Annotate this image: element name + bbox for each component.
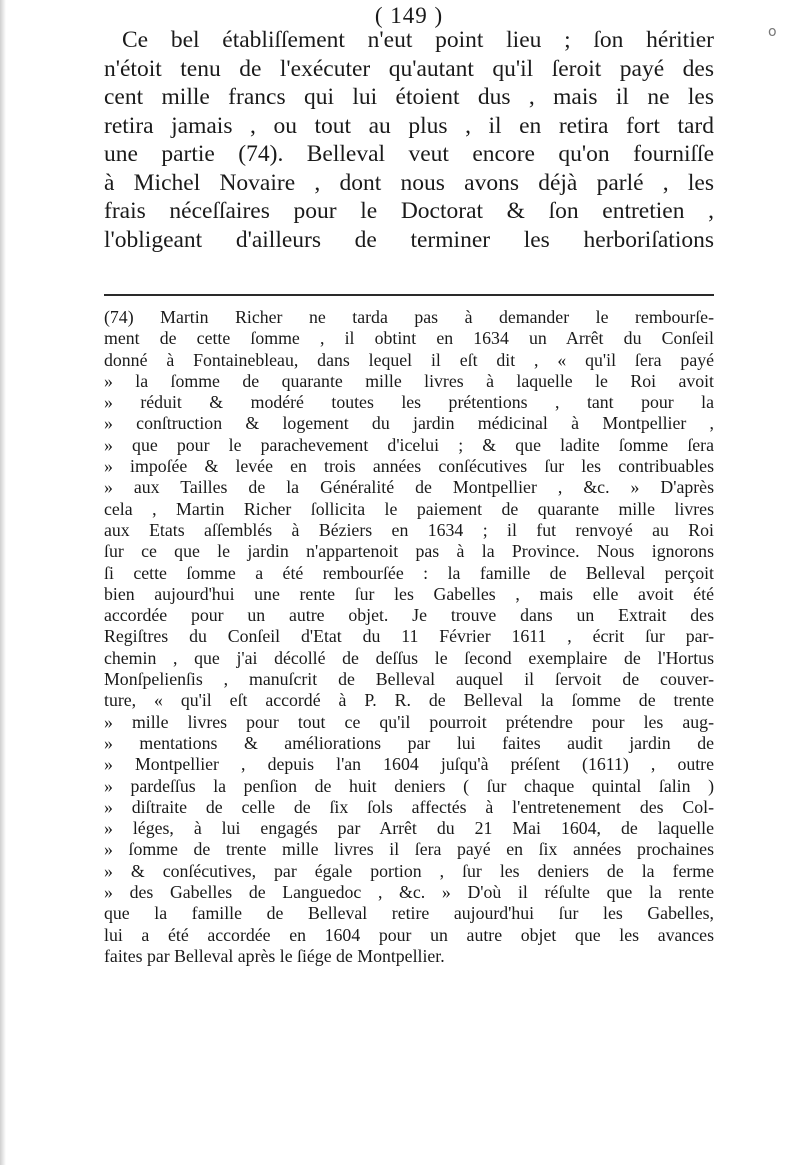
footnote-line: que la famille de Belleval retire aujourd'hui ſur les Gabelles, xyxy=(104,903,714,924)
body-line: l'obligeant d'ailleurs de terminer les herboriſations xyxy=(104,226,714,253)
body-line: une partie (74). Belleval veut encore qu'on fourniſſe xyxy=(104,141,714,167)
margin-mark: o xyxy=(768,24,777,40)
footnote-line: » réduit & modéré toutes les prétentions , tant pour la xyxy=(104,392,714,413)
footnote-line: » mentations & améliorations par lui faites audit jardin de xyxy=(104,732,714,753)
footnote-line: ture, « qu'il eſt accordé à P. R. de Belleval la ſomme de trente xyxy=(104,690,714,711)
footnote-line: » mille livres pour tout ce qu'il pourroit prétendre pour les aug- xyxy=(104,711,714,732)
body-line: n'étoit tenu de l'exécuter qu'autant qu'il ſeroit payé des xyxy=(104,55,714,82)
footnote-line: » ſomme de trente mille livres il ſera payé en ſix années prochaines xyxy=(104,839,714,860)
footnote-line: chemin , que j'ai décollé de deſſus le ſecond exemplaire de l'Hortus xyxy=(104,647,714,668)
footnote-line: » pardeſſus la penſion de huit deniers ( ſur chaque quintal ſalin ) xyxy=(104,775,714,796)
footnote-line: donné à Fontainebleau, dans lequel il eſt dit , « qu'il ſera payé xyxy=(104,349,714,370)
page-number: ( 149 ) xyxy=(374,3,444,28)
body-line: à Michel Novaire , dont nous avons déjà parlé , les xyxy=(104,169,714,196)
footnote-line: aux Etats aſſemblés à Béziers en 1634 ; il fut renvoyé au Roi xyxy=(104,519,714,540)
footnote-line: Monſpelienſis , manuſcrit de Belleval auquel il ſervoit de couver- xyxy=(104,669,714,690)
body-line: frais néceſſaires pour le Doctorat & ſon entretien , xyxy=(104,198,714,224)
body-paragraph xyxy=(104,26,714,254)
body-line: cent mille francs qui lui étoient dus , mais il ne les xyxy=(104,84,714,110)
footnote-line: lui a été accordée en 1604 pour un autre objet que les avances xyxy=(104,924,714,945)
footnote-line: » & conſécutives, par égale portion , ſur les deniers de la ferme xyxy=(104,860,714,881)
footnote-line: bien aujourd'hui une rente ſur les Gabelles , mais elle avoit été xyxy=(104,583,714,604)
body-line: Ce bel établiſſement n'eut point lieu ; ſon héritier xyxy=(122,27,714,53)
footnote-line: ment de cette ſomme , il obtint en 1634 un Arrêt du Conſeil xyxy=(104,328,714,349)
footnote-line: » conſtruction & logement du jardin médicinal à Montpellier , xyxy=(104,413,714,434)
page-edge-shadow xyxy=(0,0,6,1165)
footnote-line: faites par Belleval après le ſiége de Montpellier. xyxy=(104,945,445,966)
footnote xyxy=(104,307,714,967)
footnote-line: » Montpellier , depuis l'an 1604 juſqu'à préſent (1611) , outre xyxy=(104,754,714,775)
footnote-line: » impoſée & levée en trois années conſécutives ſur les contribuables xyxy=(104,456,714,477)
footnote-line: Regiſtres du Conſeil d'Etat du 11 Février 1611 , écrit ſur par- xyxy=(104,626,714,647)
footnote-divider xyxy=(104,294,714,296)
footnote-line: » la ſomme de quarante mille livres à laquelle le Roi avoit xyxy=(104,370,714,391)
footnote-line: » des Gabelles de Languedoc , &c. » D'où il réſulte que la rente xyxy=(104,882,714,903)
footnote-line: » diſtraite de celle de ſix ſols affectés à l'entretenement des Col- xyxy=(104,796,714,817)
footnote-line: » aux Tailles de la Généralité de Montpellier , &c. » D'après xyxy=(104,477,714,498)
footnote-line: (74) Martin Richer ne tarda pas à demander le rembourſe- xyxy=(104,307,714,327)
footnote-line: ſur ce que le jardin n'appartenoit pas à la Province. Nous ignorons xyxy=(104,541,714,562)
footnote-line: ſi cette ſomme a été rembourſée : la famille de Belleval perçoit xyxy=(104,562,714,583)
footnote-line: accordée pour un autre objet. Je trouve dans un Extrait des xyxy=(104,605,714,626)
footnote-line: » que pour le parachevement d'icelui ; & que ladite ſomme ſera xyxy=(104,434,714,455)
footnote-line: cela , Martin Richer ſollicita le paiement de quarante mille livres xyxy=(104,498,714,519)
footnote-line: » léges, à lui engagés par Arrêt du 21 Mai 1604, de laquelle xyxy=(104,818,714,839)
body-line: retira jamais , ou tout au plus , il en retira fort tard xyxy=(104,112,714,139)
